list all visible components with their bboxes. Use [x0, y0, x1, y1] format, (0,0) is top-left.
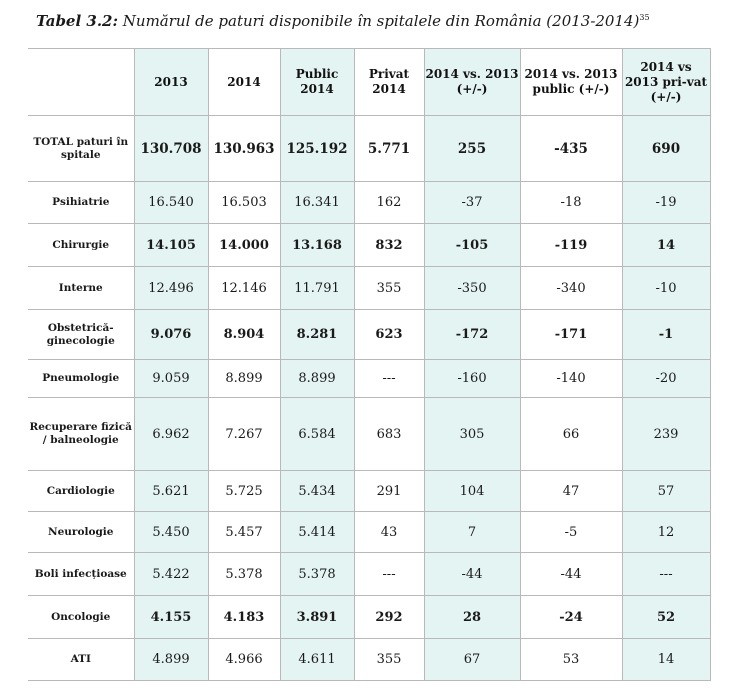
table-cell: 683	[354, 398, 424, 471]
table-cell: 292	[354, 596, 424, 639]
table-cell: 5.434	[280, 471, 354, 512]
table-cell: 43	[354, 512, 424, 553]
table-cell: 690	[622, 116, 710, 182]
table-cell: -160	[424, 360, 520, 398]
table-cell: 5.725	[208, 471, 280, 512]
column-header: Privat 2014	[354, 49, 424, 116]
table-cell: 4.183	[208, 596, 280, 639]
table-row	[28, 512, 710, 553]
row-label: TOTAL paturi în spitale	[28, 116, 134, 182]
table-row	[28, 471, 710, 512]
row-label: ATI	[28, 639, 134, 681]
row-label: Neurologie	[28, 512, 134, 553]
table-cell: ---	[622, 553, 710, 596]
table-cell: 623	[354, 310, 424, 360]
table-cell: 67	[424, 639, 520, 681]
table-cell: 14	[622, 639, 710, 681]
table-cell: 8.904	[208, 310, 280, 360]
table-cell: 11.791	[280, 267, 354, 310]
row-label: Pneumologie	[28, 360, 134, 398]
row-label: Interne	[28, 267, 134, 310]
table-cell: 16.503	[208, 182, 280, 224]
row-label: Chirurgie	[28, 224, 134, 267]
table-cell: -435	[520, 116, 622, 182]
table-row	[28, 310, 710, 360]
table-row	[28, 596, 710, 639]
header-corner	[28, 49, 134, 116]
table-cell: 355	[354, 639, 424, 681]
table-cell: 12.496	[134, 267, 208, 310]
table-cell: 255	[424, 116, 520, 182]
table-cell: 16.540	[134, 182, 208, 224]
row-label: Cardiologie	[28, 471, 134, 512]
table-cell: -119	[520, 224, 622, 267]
table-cell: 14	[622, 224, 710, 267]
table-cell: 5.771	[354, 116, 424, 182]
table-cell: 104	[424, 471, 520, 512]
table-cell: 5.378	[280, 553, 354, 596]
table-cell: 5.422	[134, 553, 208, 596]
table-cell: 130.708	[134, 116, 208, 182]
column-header: 2014	[208, 49, 280, 116]
caption-label: Tabel 3.2:	[36, 12, 119, 30]
table-cell: 57	[622, 471, 710, 512]
table-body	[28, 116, 710, 681]
table-cell: ---	[354, 360, 424, 398]
table-cell: 355	[354, 267, 424, 310]
table-cell: 5.621	[134, 471, 208, 512]
column-header: 2013	[134, 49, 208, 116]
table-cell: 14.105	[134, 224, 208, 267]
table-cell: 5.457	[208, 512, 280, 553]
row-label: Psihiatrie	[28, 182, 134, 224]
column-header: 2014 vs. 2013 public (+/-)	[520, 49, 622, 116]
hospital-beds-table	[28, 48, 711, 681]
table-cell: 9.059	[134, 360, 208, 398]
table-cell: 28	[424, 596, 520, 639]
table-row	[28, 267, 710, 310]
table-cell: 8.899	[208, 360, 280, 398]
table-cell: 832	[354, 224, 424, 267]
table-cell: -172	[424, 310, 520, 360]
table-cell: 12.146	[208, 267, 280, 310]
row-label: Boli infecțioase	[28, 553, 134, 596]
table-cell: 5.378	[208, 553, 280, 596]
table-cell: 7	[424, 512, 520, 553]
column-header: 2014 vs. 2013 (+/-)	[424, 49, 520, 116]
table-cell: -10	[622, 267, 710, 310]
table-cell: -44	[424, 553, 520, 596]
table-cell: 7.267	[208, 398, 280, 471]
table-cell: 3.891	[280, 596, 354, 639]
table-cell: -5	[520, 512, 622, 553]
table-cell: 125.192	[280, 116, 354, 182]
caption-title: Numărul de paturi disponibile în spitalele din România (2013-2014)	[118, 12, 640, 30]
table-cell: 4.155	[134, 596, 208, 639]
table-cell: 9.076	[134, 310, 208, 360]
table-cell: 6.584	[280, 398, 354, 471]
table-cell: 291	[354, 471, 424, 512]
table-cell: -19	[622, 182, 710, 224]
table-cell: -37	[424, 182, 520, 224]
table-cell: -44	[520, 553, 622, 596]
row-label: Oncologie	[28, 596, 134, 639]
table-cell: 5.450	[134, 512, 208, 553]
table-cell: 305	[424, 398, 520, 471]
table-cell: 4.966	[208, 639, 280, 681]
table-cell: 14.000	[208, 224, 280, 267]
table-cell: 162	[354, 182, 424, 224]
table-cell: 239	[622, 398, 710, 471]
table-cell: 5.414	[280, 512, 354, 553]
table-cell: 13.168	[280, 224, 354, 267]
table-cell: -171	[520, 310, 622, 360]
table-cell: -18	[520, 182, 622, 224]
table-cell: 66	[520, 398, 622, 471]
table-row	[28, 182, 710, 224]
table-cell: 12	[622, 512, 710, 553]
table-cell: 8.281	[280, 310, 354, 360]
table-row	[28, 553, 710, 596]
table-cell: 53	[520, 639, 622, 681]
table-cell: -20	[622, 360, 710, 398]
table-cell: 47	[520, 471, 622, 512]
table-cell: -24	[520, 596, 622, 639]
table-row	[28, 398, 710, 471]
table-cell: -350	[424, 267, 520, 310]
table-cell: 52	[622, 596, 710, 639]
column-header: 2014 vs 2013 pri-vat (+/-)	[622, 49, 710, 116]
table-row	[28, 639, 710, 681]
table-cell: 4.899	[134, 639, 208, 681]
table-cell: -105	[424, 224, 520, 267]
table-cell: -140	[520, 360, 622, 398]
table-row	[28, 116, 710, 182]
row-label: Recuperare fizică / balneologie	[28, 398, 134, 471]
table-cell: -1	[622, 310, 710, 360]
column-header: Public 2014	[280, 49, 354, 116]
header-row	[28, 49, 710, 116]
row-label: Obstetrică-ginecologie	[28, 310, 134, 360]
table-caption	[36, 12, 650, 30]
table-cell: ---	[354, 553, 424, 596]
caption-footnote: 35	[639, 13, 650, 22]
table-cell: 8.899	[280, 360, 354, 398]
table-cell: 4.611	[280, 639, 354, 681]
table-cell: 16.341	[280, 182, 354, 224]
table-cell: 130.963	[208, 116, 280, 182]
table-row	[28, 224, 710, 267]
table-row	[28, 360, 710, 398]
table-cell: -340	[520, 267, 622, 310]
table-cell: 6.962	[134, 398, 208, 471]
